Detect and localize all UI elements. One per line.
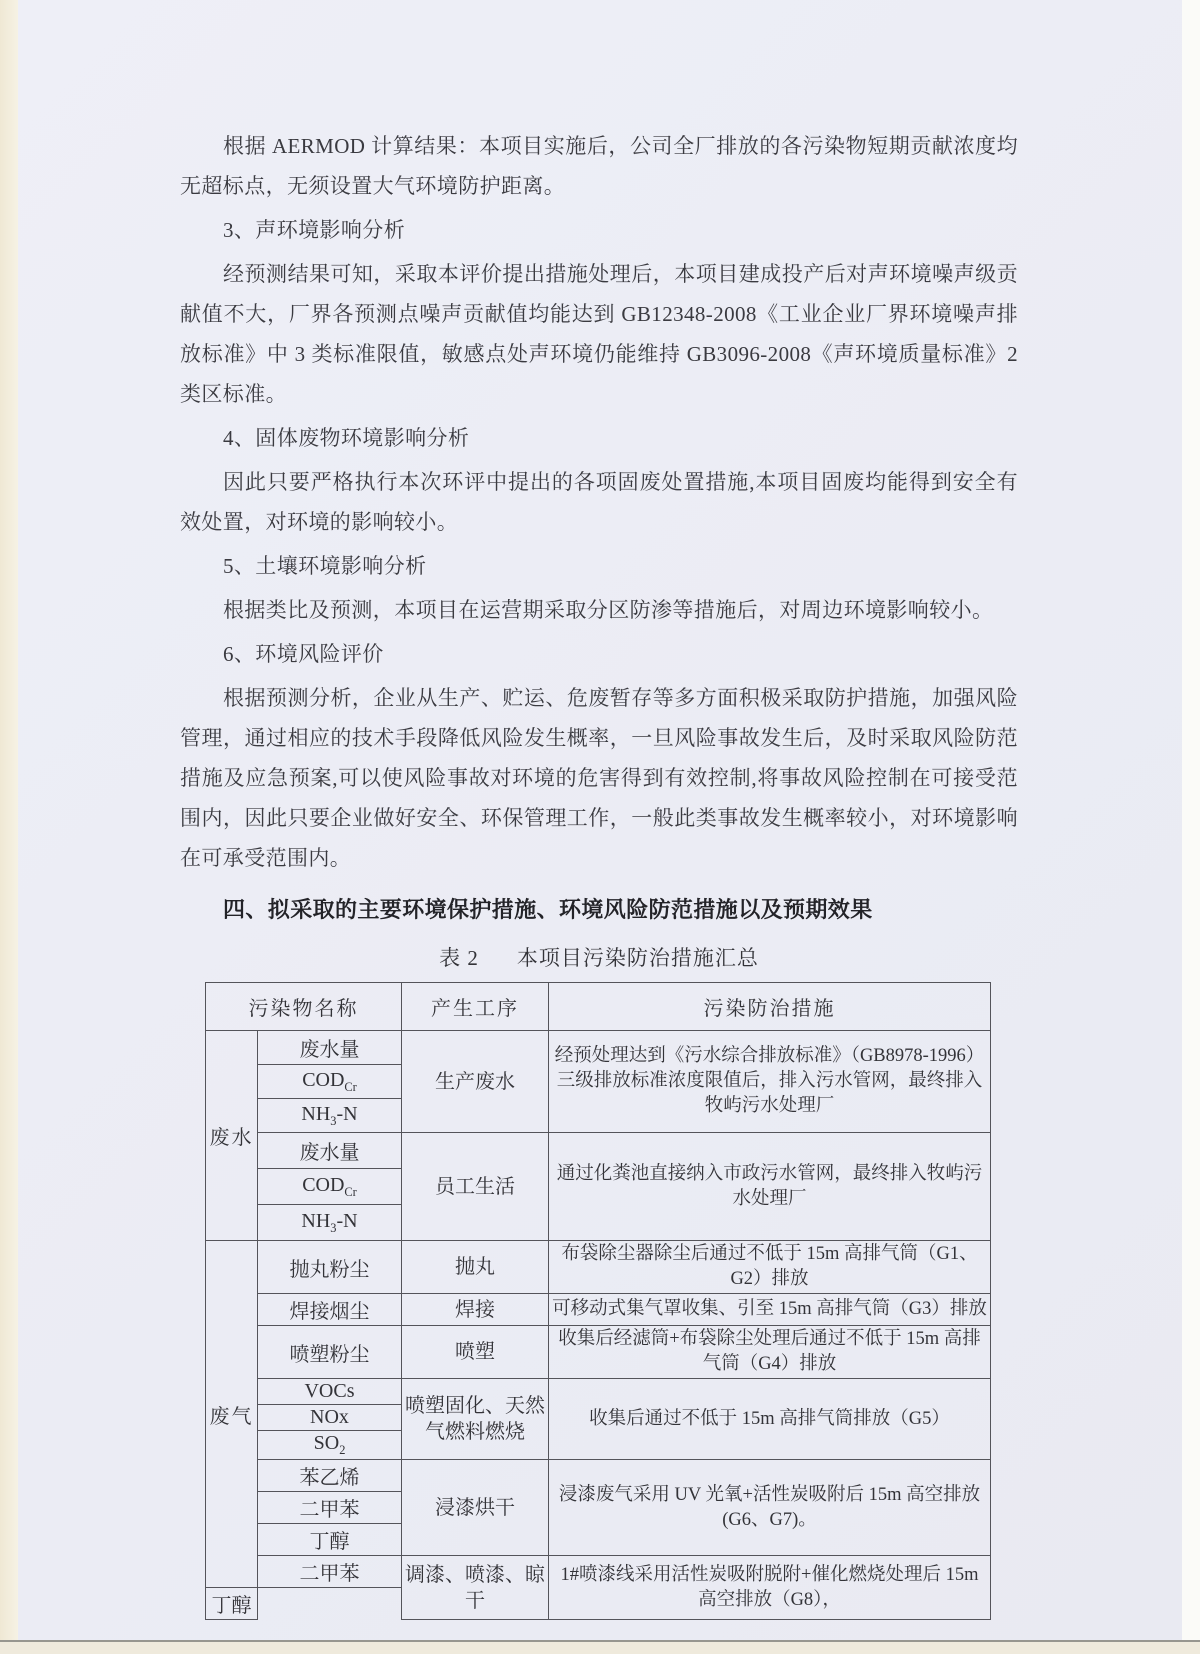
measure-cell: 通过化粪池直接纳入市政污水管网，最终排入牧屿污水处理厂 bbox=[549, 1133, 991, 1241]
category-cell: 废水 bbox=[206, 1031, 258, 1241]
pollutant-cell: 焊接烟尘 bbox=[258, 1294, 402, 1326]
body-paragraph: 根据类比及预测，本项目在运营期采取分区防渗等措施后，对周边环境影响较小。 bbox=[223, 598, 994, 622]
table-row bbox=[206, 1133, 991, 1169]
pollutant-cell: 喷塑粉尘 bbox=[258, 1326, 402, 1379]
process-cell: 抛丸 bbox=[402, 1241, 549, 1294]
process-cell: 生产废水 bbox=[402, 1031, 549, 1133]
pollutant-cell: 废水量 bbox=[258, 1031, 402, 1065]
measure-cell: 收集后通过不低于 15m 高排气筒排放（G5） bbox=[549, 1379, 991, 1460]
pollutant-cell: $NH_3-N$ bbox=[258, 1099, 402, 1133]
pollutant-cell: $COD_{Cr}$ bbox=[258, 1065, 402, 1099]
pollutant-cell: 苯乙烯 bbox=[258, 1460, 402, 1492]
process-cell: 调漆、喷漆、晾干 bbox=[402, 1556, 549, 1620]
pollutant-cell: 二甲苯 bbox=[258, 1492, 402, 1524]
table-row bbox=[206, 1556, 991, 1588]
pollutant-cell: 丁醇 bbox=[206, 1588, 258, 1620]
process-cell: 浸漆烘干 bbox=[402, 1460, 549, 1556]
measure-cell: 布袋除尘器除尘后通过不低于 15m 高排气筒（G1、G2）排放 bbox=[549, 1241, 991, 1294]
measure-cell: 收集后经滤筒+布袋除尘处理后通过不低于 15m 高排气筒（G4）排放 bbox=[549, 1326, 991, 1379]
pollutant-cell: 废水量 bbox=[258, 1133, 402, 1169]
page-content bbox=[180, 126, 1018, 1620]
measure-cell: 1#喷漆线采用活性炭吸附脱附+催化燃烧处理后 15m 高空排放（G8）， bbox=[549, 1556, 991, 1620]
pollutant-cell: $NH_3-N$ bbox=[258, 1205, 402, 1241]
table-row bbox=[206, 1379, 991, 1405]
process-cell: 喷塑固化、天然气燃料燃烧 bbox=[402, 1379, 549, 1460]
scan-right-edge bbox=[1182, 0, 1200, 1652]
section-heading: 四、拟采取的主要环境保护措施、环境风险防范措施以及预期效果 bbox=[223, 897, 873, 922]
measure-cell: 可移动式集气罩收集、引至 15m 高排气筒（G3）排放 bbox=[549, 1294, 991, 1326]
document-paragraphs bbox=[180, 126, 1018, 930]
table-row bbox=[206, 1241, 991, 1294]
pollutant-cell: $SO_2$ bbox=[258, 1431, 402, 1460]
measures-table-body bbox=[206, 1031, 991, 1620]
body-paragraph: 因此只要严格执行本次环评中提出的各项固废处置措施,本项目固废均能得到安全有效处置，对环境的影响较小。 bbox=[180, 470, 1018, 534]
table-row bbox=[206, 1460, 991, 1492]
header-process: 产生工序 bbox=[402, 983, 549, 1031]
pollutant-cell: NOx bbox=[258, 1405, 402, 1431]
measure-cell: 浸漆废气采用 UV 光氧+活性炭吸附后 15m 高空排放(G6、G7)。 bbox=[549, 1460, 991, 1556]
pollutant-cell: $COD_{Cr}$ bbox=[258, 1169, 402, 1205]
table-row bbox=[206, 1294, 991, 1326]
header-pollutant: 污染物名称 bbox=[206, 983, 402, 1031]
body-paragraph: 经预测结果可知，采取本评价提出措施处理后，本项目建成投产后对声环境噪声级贡献值不大，厂界各预测点噪声贡献值均能达到 GB12348-2008《工业企业厂界环境噪声排放标准》中 3 类标准限值，敏感点处声环境仍能维持 GB3096-2008《声环境质量标准》2 类区标准。 bbox=[180, 262, 1018, 406]
body-paragraph: 根据预测分析，企业从生产、贮运、危废暂存等多方面积极采取防护措施，加强风险管理，通过相应的技术手段降低风险发生概率，一旦风险事故发生后，及时采取风险防范措施及应急预案,可以使风险事故对环境的危害得到有效控制,将事故风险控制在可接受范围内，因此只要企业做好安全、环保管理工作，一般此类事故发生概率较小，对环境影响在可承受范围内。 bbox=[180, 686, 1018, 870]
scan-left-edge bbox=[0, 0, 18, 1652]
pollution-measures-table bbox=[205, 982, 991, 1620]
category-cell: 废气 bbox=[206, 1241, 258, 1588]
sub-heading: 6、环境风险评价 bbox=[223, 642, 384, 666]
table-row bbox=[206, 1031, 991, 1065]
body-paragraph: 根据 AERMOD 计算结果：本项目实施后，公司全厂排放的各污染物短期贡献浓度均无超标点，无须设置大气环境防护距离。 bbox=[180, 134, 1018, 198]
process-cell: 员工生活 bbox=[402, 1133, 549, 1241]
measure-cell: 经预处理达到《污水综合排放标准》（GB8978-1996）三级排放标准浓度限值后，排入污水管网，最终排入牧屿污水处理厂 bbox=[549, 1031, 991, 1133]
sub-heading: 3、声环境影响分析 bbox=[223, 218, 406, 242]
table-caption bbox=[180, 942, 1018, 972]
pollutant-cell: 二甲苯 bbox=[258, 1556, 402, 1588]
header-measure: 污染防治措施 bbox=[549, 983, 991, 1031]
table-caption-label: 表 2 bbox=[439, 946, 479, 970]
table-header-row bbox=[206, 983, 991, 1031]
process-cell: 焊接 bbox=[402, 1294, 549, 1326]
pollutant-cell: 丁醇 bbox=[258, 1524, 402, 1556]
sub-heading: 5、土壤环境影响分析 bbox=[223, 554, 427, 578]
table-row bbox=[206, 1326, 991, 1379]
table-caption-text: 本项目污染防治措施汇总 bbox=[516, 946, 759, 970]
sub-heading: 4、固体废物环境影响分析 bbox=[223, 426, 470, 450]
pollutant-cell: 抛丸粉尘 bbox=[258, 1241, 402, 1294]
process-cell: 喷塑 bbox=[402, 1326, 549, 1379]
pollutant-cell: VOCs bbox=[258, 1379, 402, 1405]
